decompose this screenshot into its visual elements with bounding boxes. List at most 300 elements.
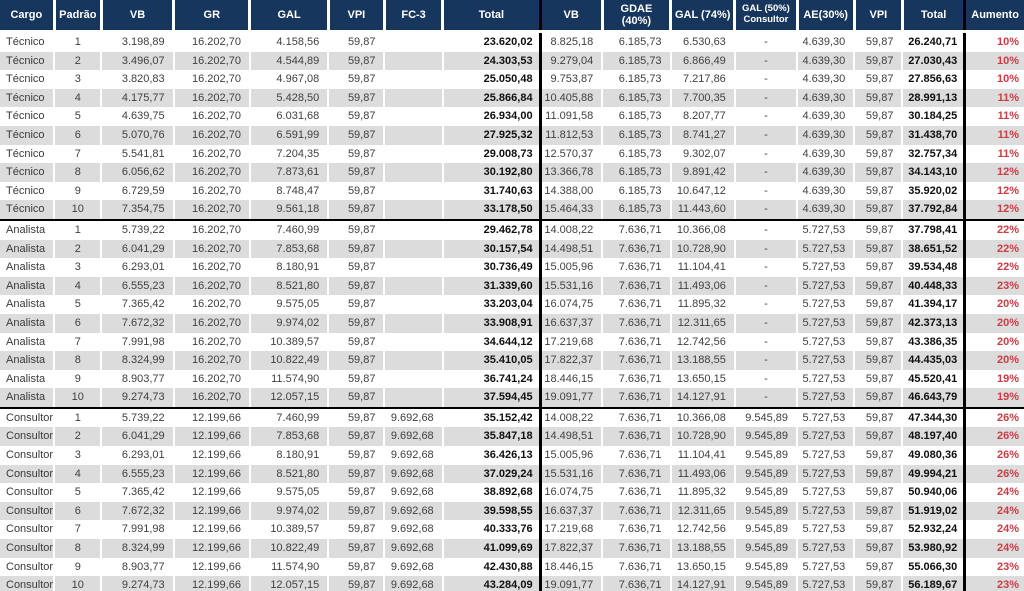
cell-fc3[interactable] xyxy=(384,126,442,145)
column-header-aumento[interactable]: Aumento xyxy=(965,0,1024,32)
cell-total2[interactable]: 53.980,92 xyxy=(902,539,964,558)
cell-gr[interactable]: 16.202,70 xyxy=(174,107,250,126)
cell-gal74[interactable]: 7.217,86 xyxy=(671,70,735,89)
cell-cargo[interactable]: Técnico xyxy=(0,182,54,201)
cell-vb2[interactable]: 17.822,37 xyxy=(540,539,602,558)
column-header-total2[interactable]: Total xyxy=(902,0,964,32)
cell-padrao[interactable]: 10 xyxy=(54,388,101,408)
cell-gal74[interactable]: 6.866,49 xyxy=(671,52,735,71)
cell-total2[interactable]: 27.856,63 xyxy=(902,70,964,89)
cell-gal1[interactable]: 6.591,99 xyxy=(250,126,328,145)
cell-vb2[interactable]: 16.074,75 xyxy=(540,483,602,502)
cell-aumento[interactable]: 12% xyxy=(965,163,1024,182)
cell-total2[interactable]: 49.080,36 xyxy=(902,446,964,465)
cell-gr[interactable]: 16.202,70 xyxy=(174,240,250,259)
cell-gr[interactable]: 16.202,70 xyxy=(174,258,250,277)
cell-gr[interactable]: 12.199,66 xyxy=(174,539,250,558)
cell-aumento[interactable]: 23% xyxy=(965,576,1024,591)
cell-gdae[interactable]: 7.636,71 xyxy=(602,465,670,484)
cell-ae30[interactable]: 5.727,53 xyxy=(797,314,854,333)
cell-gr[interactable]: 16.202,70 xyxy=(174,277,250,296)
cell-gal74[interactable]: 11.493,06 xyxy=(671,277,735,296)
cell-fc3[interactable]: 9.692,68 xyxy=(384,576,442,591)
cell-vb1[interactable]: 5.070,76 xyxy=(101,126,173,145)
cell-ae30[interactable]: 4.639,30 xyxy=(797,126,854,145)
cell-cargo[interactable]: Analista xyxy=(0,277,54,296)
cell-vb1[interactable]: 8.324,99 xyxy=(101,539,173,558)
cell-ae30[interactable]: 4.639,30 xyxy=(797,145,854,164)
cell-vb1[interactable]: 8.324,99 xyxy=(101,351,173,370)
cell-total1[interactable]: 31.339,60 xyxy=(443,277,540,296)
cell-ae30[interactable]: 5.727,53 xyxy=(797,351,854,370)
cell-ae30[interactable]: 5.727,53 xyxy=(797,220,854,240)
cell-vb1[interactable]: 5.739,22 xyxy=(101,408,173,428)
cell-gdae[interactable]: 7.636,71 xyxy=(602,258,670,277)
cell-padrao[interactable]: 7 xyxy=(54,520,101,539)
cell-cargo[interactable]: Analista xyxy=(0,258,54,277)
cell-gal74[interactable]: 14.127,91 xyxy=(671,388,735,408)
cell-fc3[interactable]: 9.692,68 xyxy=(384,427,442,446)
cell-gal50[interactable]: - xyxy=(735,107,797,126)
cell-ae30[interactable]: 4.639,30 xyxy=(797,89,854,108)
cell-total2[interactable]: 44.435,03 xyxy=(902,351,964,370)
cell-vpi2[interactable]: 59,87 xyxy=(854,182,902,201)
column-header-total1[interactable]: Total xyxy=(443,0,540,32)
cell-vb2[interactable]: 15.005,96 xyxy=(540,446,602,465)
cell-vpi1[interactable]: 59,87 xyxy=(328,220,384,240)
cell-total1[interactable]: 29.462,78 xyxy=(443,220,540,240)
cell-gal50[interactable]: - xyxy=(735,258,797,277)
cell-gr[interactable]: 16.202,70 xyxy=(174,182,250,201)
cell-cargo[interactable]: Técnico xyxy=(0,89,54,108)
cell-gal50[interactable]: - xyxy=(735,277,797,296)
cell-gr[interactable]: 16.202,70 xyxy=(174,200,250,220)
cell-vpi2[interactable]: 59,87 xyxy=(854,258,902,277)
cell-gal50[interactable]: 9.545,89 xyxy=(735,520,797,539)
cell-total1[interactable]: 29.008,73 xyxy=(443,145,540,164)
cell-gal1[interactable]: 4.544,89 xyxy=(250,52,328,71)
cell-vpi2[interactable]: 59,87 xyxy=(854,126,902,145)
cell-ae30[interactable]: 5.727,53 xyxy=(797,295,854,314)
cell-cargo[interactable]: Consultor xyxy=(0,427,54,446)
cell-vb1[interactable]: 4.639,75 xyxy=(101,107,173,126)
cell-gr[interactable]: 12.199,66 xyxy=(174,446,250,465)
cell-gal74[interactable]: 11.104,41 xyxy=(671,446,735,465)
cell-fc3[interactable] xyxy=(384,200,442,220)
cell-ae30[interactable]: 4.639,30 xyxy=(797,32,854,52)
cell-gdae[interactable]: 7.636,71 xyxy=(602,576,670,591)
cell-vb1[interactable]: 6.041,29 xyxy=(101,427,173,446)
cell-gal1[interactable]: 8.180,91 xyxy=(250,446,328,465)
cell-total2[interactable]: 46.643,79 xyxy=(902,388,964,408)
cell-vpi1[interactable]: 59,87 xyxy=(328,295,384,314)
cell-gr[interactable]: 16.202,70 xyxy=(174,370,250,389)
cell-cargo[interactable]: Técnico xyxy=(0,163,54,182)
cell-vb1[interactable]: 6.293,01 xyxy=(101,258,173,277)
cell-gal50[interactable]: - xyxy=(735,220,797,240)
cell-gdae[interactable]: 6.185,73 xyxy=(602,163,670,182)
cell-total1[interactable]: 37.594,45 xyxy=(443,388,540,408)
cell-gal1[interactable]: 7.460,99 xyxy=(250,220,328,240)
cell-vpi2[interactable]: 59,87 xyxy=(854,107,902,126)
column-header-gal1[interactable]: GAL xyxy=(250,0,328,32)
cell-total1[interactable]: 30.192,80 xyxy=(443,163,540,182)
cell-vpi2[interactable]: 59,87 xyxy=(854,465,902,484)
cell-gal1[interactable]: 7.853,68 xyxy=(250,240,328,259)
cell-gal50[interactable]: 9.545,89 xyxy=(735,483,797,502)
cell-total2[interactable]: 47.344,30 xyxy=(902,408,964,428)
cell-ae30[interactable]: 4.639,30 xyxy=(797,182,854,201)
cell-aumento[interactable]: 12% xyxy=(965,200,1024,220)
cell-vpi2[interactable]: 59,87 xyxy=(854,520,902,539)
cell-ae30[interactable]: 5.727,53 xyxy=(797,408,854,428)
cell-total2[interactable]: 55.066,30 xyxy=(902,558,964,577)
cell-total2[interactable]: 56.189,67 xyxy=(902,576,964,591)
cell-cargo[interactable]: Consultor xyxy=(0,483,54,502)
cell-vpi1[interactable]: 59,87 xyxy=(328,333,384,352)
cell-gdae[interactable]: 6.185,73 xyxy=(602,52,670,71)
cell-gal50[interactable]: - xyxy=(735,388,797,408)
cell-gr[interactable]: 16.202,70 xyxy=(174,52,250,71)
cell-fc3[interactable] xyxy=(384,145,442,164)
cell-vb1[interactable]: 6.056,62 xyxy=(101,163,173,182)
cell-gal74[interactable]: 10.647,12 xyxy=(671,182,735,201)
cell-vpi2[interactable]: 59,87 xyxy=(854,70,902,89)
cell-padrao[interactable]: 1 xyxy=(54,32,101,52)
cell-cargo[interactable]: Técnico xyxy=(0,145,54,164)
cell-gal50[interactable]: - xyxy=(735,200,797,220)
cell-total2[interactable]: 52.932,24 xyxy=(902,520,964,539)
cell-cargo[interactable]: Técnico xyxy=(0,107,54,126)
cell-aumento[interactable]: 20% xyxy=(965,314,1024,333)
cell-vb1[interactable]: 4.175,77 xyxy=(101,89,173,108)
cell-aumento[interactable]: 10% xyxy=(965,52,1024,71)
cell-total1[interactable]: 37.029,24 xyxy=(443,465,540,484)
cell-cargo[interactable]: Consultor xyxy=(0,539,54,558)
cell-ae30[interactable]: 5.727,53 xyxy=(797,240,854,259)
cell-gal1[interactable]: 9.974,02 xyxy=(250,502,328,521)
cell-cargo[interactable]: Técnico xyxy=(0,52,54,71)
cell-padrao[interactable]: 3 xyxy=(54,70,101,89)
cell-gal1[interactable]: 8.748,47 xyxy=(250,182,328,201)
cell-total2[interactable]: 42.373,13 xyxy=(902,314,964,333)
cell-padrao[interactable]: 2 xyxy=(54,240,101,259)
cell-gal50[interactable]: 9.545,89 xyxy=(735,576,797,591)
cell-fc3[interactable] xyxy=(384,163,442,182)
cell-gr[interactable]: 16.202,70 xyxy=(174,351,250,370)
cell-ae30[interactable]: 5.727,53 xyxy=(797,502,854,521)
cell-aumento[interactable]: 12% xyxy=(965,182,1024,201)
cell-aumento[interactable]: 20% xyxy=(965,351,1024,370)
cell-gal74[interactable]: 10.728,90 xyxy=(671,427,735,446)
cell-total1[interactable]: 35.410,05 xyxy=(443,351,540,370)
cell-gal1[interactable]: 7.460,99 xyxy=(250,408,328,428)
cell-vpi1[interactable]: 59,87 xyxy=(328,539,384,558)
cell-fc3[interactable] xyxy=(384,295,442,314)
cell-cargo[interactable]: Analista xyxy=(0,220,54,240)
cell-vpi2[interactable]: 59,87 xyxy=(854,333,902,352)
cell-ae30[interactable]: 5.727,53 xyxy=(797,333,854,352)
cell-vb1[interactable]: 8.903,77 xyxy=(101,558,173,577)
cell-vpi1[interactable]: 59,87 xyxy=(328,351,384,370)
cell-vb1[interactable]: 7.365,42 xyxy=(101,295,173,314)
cell-gal74[interactable]: 6.530,63 xyxy=(671,32,735,52)
cell-gdae[interactable]: 6.185,73 xyxy=(602,107,670,126)
cell-gr[interactable]: 12.199,66 xyxy=(174,465,250,484)
cell-total2[interactable]: 34.143,10 xyxy=(902,163,964,182)
cell-total2[interactable]: 39.534,48 xyxy=(902,258,964,277)
cell-gal74[interactable]: 13.650,15 xyxy=(671,558,735,577)
cell-vb2[interactable]: 16.074,75 xyxy=(540,295,602,314)
cell-fc3[interactable] xyxy=(384,277,442,296)
cell-gdae[interactable]: 7.636,71 xyxy=(602,483,670,502)
cell-gal1[interactable]: 7.873,61 xyxy=(250,163,328,182)
cell-total2[interactable]: 30.184,25 xyxy=(902,107,964,126)
cell-gal1[interactable]: 10.389,57 xyxy=(250,520,328,539)
cell-vb1[interactable]: 8.903,77 xyxy=(101,370,173,389)
cell-vpi2[interactable]: 59,87 xyxy=(854,351,902,370)
cell-total2[interactable]: 37.798,41 xyxy=(902,220,964,240)
cell-vpi1[interactable]: 59,87 xyxy=(328,502,384,521)
cell-vpi2[interactable]: 59,87 xyxy=(854,314,902,333)
cell-gal74[interactable]: 12.742,56 xyxy=(671,520,735,539)
cell-fc3[interactable] xyxy=(384,333,442,352)
cell-vb2[interactable]: 11.812,53 xyxy=(540,126,602,145)
cell-vb2[interactable]: 17.822,37 xyxy=(540,351,602,370)
cell-aumento[interactable]: 10% xyxy=(965,70,1024,89)
cell-gal74[interactable]: 13.650,15 xyxy=(671,370,735,389)
cell-ae30[interactable]: 5.727,53 xyxy=(797,258,854,277)
cell-fc3[interactable] xyxy=(384,370,442,389)
cell-gdae[interactable]: 6.185,73 xyxy=(602,32,670,52)
cell-padrao[interactable]: 7 xyxy=(54,145,101,164)
cell-gal74[interactable]: 12.311,65 xyxy=(671,314,735,333)
cell-total1[interactable]: 43.284,09 xyxy=(443,576,540,591)
cell-vpi1[interactable]: 59,87 xyxy=(328,277,384,296)
cell-gal50[interactable]: - xyxy=(735,145,797,164)
cell-gal50[interactable]: 9.545,89 xyxy=(735,558,797,577)
cell-gal50[interactable]: 9.545,89 xyxy=(735,427,797,446)
cell-fc3[interactable] xyxy=(384,388,442,408)
cell-gal74[interactable]: 11.895,32 xyxy=(671,295,735,314)
cell-gal1[interactable]: 8.521,80 xyxy=(250,277,328,296)
cell-fc3[interactable] xyxy=(384,258,442,277)
cell-gal74[interactable]: 9.302,07 xyxy=(671,145,735,164)
cell-vpi2[interactable]: 59,87 xyxy=(854,427,902,446)
cell-vb1[interactable]: 6.729,59 xyxy=(101,182,173,201)
cell-vpi2[interactable]: 59,87 xyxy=(854,576,902,591)
cell-aumento[interactable]: 26% xyxy=(965,446,1024,465)
cell-gal50[interactable]: - xyxy=(735,370,797,389)
cell-gal74[interactable]: 11.104,41 xyxy=(671,258,735,277)
cell-aumento[interactable]: 26% xyxy=(965,427,1024,446)
cell-gal1[interactable]: 4.967,08 xyxy=(250,70,328,89)
cell-cargo[interactable]: Analista xyxy=(0,333,54,352)
column-header-cargo[interactable]: Cargo xyxy=(0,0,54,32)
cell-padrao[interactable]: 4 xyxy=(54,465,101,484)
cell-total1[interactable]: 26.934,00 xyxy=(443,107,540,126)
cell-aumento[interactable]: 23% xyxy=(965,558,1024,577)
cell-fc3[interactable]: 9.692,68 xyxy=(384,465,442,484)
cell-gal74[interactable]: 10.728,90 xyxy=(671,240,735,259)
cell-total1[interactable]: 34.644,12 xyxy=(443,333,540,352)
cell-gdae[interactable]: 7.636,71 xyxy=(602,333,670,352)
cell-vpi2[interactable]: 59,87 xyxy=(854,558,902,577)
cell-gal1[interactable]: 9.974,02 xyxy=(250,314,328,333)
cell-fc3[interactable]: 9.692,68 xyxy=(384,483,442,502)
cell-ae30[interactable]: 5.727,53 xyxy=(797,427,854,446)
cell-vpi2[interactable]: 59,87 xyxy=(854,200,902,220)
cell-vb2[interactable]: 16.637,37 xyxy=(540,502,602,521)
cell-gdae[interactable]: 7.636,71 xyxy=(602,220,670,240)
cell-aumento[interactable]: 22% xyxy=(965,240,1024,259)
cell-ae30[interactable]: 5.727,53 xyxy=(797,483,854,502)
cell-vpi1[interactable]: 59,87 xyxy=(328,163,384,182)
cell-vb1[interactable]: 3.820,83 xyxy=(101,70,173,89)
cell-total2[interactable]: 27.030,43 xyxy=(902,52,964,71)
cell-fc3[interactable] xyxy=(384,52,442,71)
cell-ae30[interactable]: 4.639,30 xyxy=(797,107,854,126)
cell-aumento[interactable]: 24% xyxy=(965,502,1024,521)
column-header-vb2[interactable]: VB xyxy=(540,0,602,32)
cell-gal1[interactable]: 12.057,15 xyxy=(250,388,328,408)
cell-gal1[interactable]: 10.389,57 xyxy=(250,333,328,352)
cell-fc3[interactable] xyxy=(384,220,442,240)
cell-gr[interactable]: 12.199,66 xyxy=(174,558,250,577)
cell-vpi1[interactable]: 59,87 xyxy=(328,408,384,428)
cell-cargo[interactable]: Consultor xyxy=(0,520,54,539)
cell-cargo[interactable]: Técnico xyxy=(0,32,54,52)
cell-aumento[interactable]: 24% xyxy=(965,520,1024,539)
cell-gal74[interactable]: 12.742,56 xyxy=(671,333,735,352)
cell-total2[interactable]: 38.651,52 xyxy=(902,240,964,259)
cell-total1[interactable]: 41.099,69 xyxy=(443,539,540,558)
cell-gr[interactable]: 16.202,70 xyxy=(174,295,250,314)
cell-padrao[interactable]: 4 xyxy=(54,277,101,296)
cell-total1[interactable]: 30.736,49 xyxy=(443,258,540,277)
cell-total1[interactable]: 33.203,04 xyxy=(443,295,540,314)
cell-cargo[interactable]: Consultor xyxy=(0,558,54,577)
cell-gdae[interactable]: 7.636,71 xyxy=(602,427,670,446)
cell-gal50[interactable]: - xyxy=(735,163,797,182)
cell-total1[interactable]: 24.303,53 xyxy=(443,52,540,71)
cell-fc3[interactable] xyxy=(384,240,442,259)
cell-gal74[interactable]: 11.493,06 xyxy=(671,465,735,484)
cell-gal1[interactable]: 8.180,91 xyxy=(250,258,328,277)
cell-cargo[interactable]: Analista xyxy=(0,314,54,333)
cell-padrao[interactable]: 1 xyxy=(54,220,101,240)
cell-total1[interactable]: 27.925,32 xyxy=(443,126,540,145)
cell-total1[interactable]: 33.908,91 xyxy=(443,314,540,333)
cell-gal1[interactable]: 9.575,05 xyxy=(250,483,328,502)
column-header-gal50[interactable]: GAL (50%) Consultor xyxy=(735,0,797,32)
cell-vb2[interactable]: 10.405,88 xyxy=(540,89,602,108)
cell-vpi1[interactable]: 59,87 xyxy=(328,107,384,126)
cell-gal50[interactable]: - xyxy=(735,126,797,145)
cell-vb1[interactable]: 7.354,75 xyxy=(101,200,173,220)
cell-vb2[interactable]: 14.388,00 xyxy=(540,182,602,201)
cell-gr[interactable]: 16.202,70 xyxy=(174,388,250,408)
cell-vpi1[interactable]: 59,87 xyxy=(328,258,384,277)
column-header-padrao[interactable]: Padrão xyxy=(54,0,101,32)
cell-gal1[interactable]: 11.574,90 xyxy=(250,558,328,577)
cell-padrao[interactable]: 5 xyxy=(54,295,101,314)
cell-fc3[interactable]: 9.692,68 xyxy=(384,502,442,521)
cell-fc3[interactable]: 9.692,68 xyxy=(384,539,442,558)
cell-gal1[interactable]: 10.822,49 xyxy=(250,539,328,558)
cell-total2[interactable]: 45.520,41 xyxy=(902,370,964,389)
cell-total1[interactable]: 25.050,48 xyxy=(443,70,540,89)
cell-padrao[interactable]: 9 xyxy=(54,558,101,577)
cell-padrao[interactable]: 5 xyxy=(54,483,101,502)
cell-gdae[interactable]: 7.636,71 xyxy=(602,408,670,428)
cell-fc3[interactable] xyxy=(384,107,442,126)
cell-padrao[interactable]: 8 xyxy=(54,539,101,558)
cell-gr[interactable]: 16.202,70 xyxy=(174,314,250,333)
cell-total1[interactable]: 35.152,42 xyxy=(443,408,540,428)
cell-vb2[interactable]: 13.366,78 xyxy=(540,163,602,182)
cell-gal74[interactable]: 12.311,65 xyxy=(671,502,735,521)
cell-vpi1[interactable]: 59,87 xyxy=(328,200,384,220)
cell-aumento[interactable]: 22% xyxy=(965,220,1024,240)
cell-aumento[interactable]: 26% xyxy=(965,408,1024,428)
cell-gal50[interactable]: - xyxy=(735,89,797,108)
cell-vpi1[interactable]: 59,87 xyxy=(328,446,384,465)
cell-vpi1[interactable]: 59,87 xyxy=(328,576,384,591)
cell-vb1[interactable]: 9.274,73 xyxy=(101,388,173,408)
cell-gal50[interactable]: 9.545,89 xyxy=(735,408,797,428)
cell-cargo[interactable]: Técnico xyxy=(0,126,54,145)
cell-total2[interactable]: 49.994,21 xyxy=(902,465,964,484)
cell-vpi1[interactable]: 59,87 xyxy=(328,70,384,89)
cell-gr[interactable]: 12.199,66 xyxy=(174,520,250,539)
cell-gal50[interactable]: - xyxy=(735,182,797,201)
cell-total1[interactable]: 42.430,88 xyxy=(443,558,540,577)
cell-total1[interactable]: 23.620,02 xyxy=(443,32,540,52)
cell-padrao[interactable]: 5 xyxy=(54,107,101,126)
cell-padrao[interactable]: 2 xyxy=(54,427,101,446)
cell-aumento[interactable]: 11% xyxy=(965,126,1024,145)
cell-padrao[interactable]: 1 xyxy=(54,408,101,428)
cell-vb1[interactable]: 7.672,32 xyxy=(101,502,173,521)
cell-cargo[interactable]: Analista xyxy=(0,295,54,314)
cell-gal74[interactable]: 11.895,32 xyxy=(671,483,735,502)
cell-total1[interactable]: 36.741,24 xyxy=(443,370,540,389)
cell-padrao[interactable]: 9 xyxy=(54,370,101,389)
column-header-vb1[interactable]: VB xyxy=(101,0,173,32)
cell-gal74[interactable]: 10.366,08 xyxy=(671,220,735,240)
cell-total1[interactable]: 36.426,13 xyxy=(443,446,540,465)
cell-vb2[interactable]: 15.464,33 xyxy=(540,200,602,220)
cell-ae30[interactable]: 5.727,53 xyxy=(797,465,854,484)
cell-aumento[interactable]: 22% xyxy=(965,258,1024,277)
column-header-fc3[interactable]: FC-3 xyxy=(384,0,442,32)
cell-vpi2[interactable]: 59,87 xyxy=(854,388,902,408)
cell-total1[interactable]: 39.598,55 xyxy=(443,502,540,521)
cell-total2[interactable]: 31.438,70 xyxy=(902,126,964,145)
cell-gr[interactable]: 16.202,70 xyxy=(174,163,250,182)
cell-vpi2[interactable]: 59,87 xyxy=(854,32,902,52)
cell-vpi2[interactable]: 59,87 xyxy=(854,277,902,296)
column-header-gal74[interactable]: GAL (74%) xyxy=(671,0,735,32)
cell-ae30[interactable]: 5.727,53 xyxy=(797,370,854,389)
cell-padrao[interactable]: 10 xyxy=(54,200,101,220)
cell-gal1[interactable]: 10.822,49 xyxy=(250,351,328,370)
cell-vpi1[interactable]: 59,87 xyxy=(328,182,384,201)
column-header-ae30[interactable]: AE(30%) xyxy=(797,0,854,32)
cell-vb2[interactable]: 9.279,04 xyxy=(540,52,602,71)
cell-aumento[interactable]: 10% xyxy=(965,32,1024,52)
